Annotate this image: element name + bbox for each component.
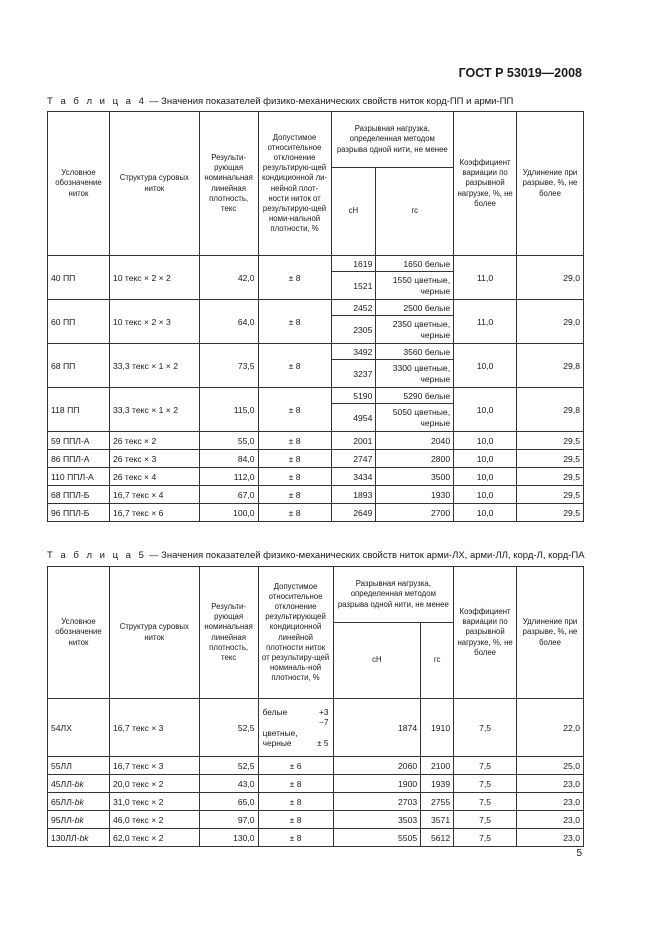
t4-cell-gs: 2040 <box>376 432 454 450</box>
t4-cell-structure: 16,7 текс × 6 <box>109 504 199 522</box>
t4-cell-name: 110 ППЛ-А <box>48 468 110 486</box>
t4-cell-cn: 1521 <box>331 272 376 300</box>
t4-cell-gs: 1650 белые <box>376 256 454 272</box>
t4-cell-gs: 3500 <box>376 468 454 486</box>
t4-cell-density: 64,0 <box>199 300 258 344</box>
t4-cell-deviation: ± 8 <box>258 504 331 522</box>
t5-head-load: Разрывная нагрузка, определенная методом разрыва одной нити, не менее <box>333 567 454 623</box>
t4-cell-elongation: 29,5 <box>517 450 584 468</box>
t4-cell-name: 118 ПП <box>48 388 110 432</box>
t5-cell-variation: 7,5 <box>454 699 517 757</box>
t4-cell-structure: 26 текс × 3 <box>109 450 199 468</box>
t5-cell-name: 65ЛЛ-bk <box>48 793 110 811</box>
t4-head-gs: гс <box>376 168 454 256</box>
t4-cell-deviation: ± 8 <box>258 300 331 344</box>
t5-cell-density: 130,0 <box>199 829 258 847</box>
t4-cell-variation: 11,0 <box>454 256 517 300</box>
t5-head-structure: Структура суровых ниток <box>109 567 199 699</box>
t5-cell-name: 130ЛЛ-bk <box>48 829 110 847</box>
t4-cell-name: 68 ППЛ-Б <box>48 486 110 504</box>
t5-cell-gs: 1910 <box>421 699 454 757</box>
t4-head-variation: Коэффициент вариации по разрывной нагрузке, %, не более <box>454 112 517 256</box>
t4-cell-variation: 10,0 <box>454 450 517 468</box>
t4-cell-variation: 11,0 <box>454 300 517 344</box>
table4 <box>47 111 584 522</box>
t5-head-designation: Условное обозначение ниток <box>48 567 110 699</box>
t5-head-gs: гс <box>421 623 454 699</box>
t4-cell-name: 86 ППЛ-А <box>48 450 110 468</box>
t5-cell-deviation: ± 8 <box>258 811 333 829</box>
table-row <box>48 504 584 522</box>
t5-cell-structure: 20,0 текс × 2 <box>109 775 199 793</box>
t5-cell-density: 97,0 <box>199 811 258 829</box>
t5-cell-structure: 16,7 текс × 3 <box>109 699 199 757</box>
t5-cell-elongation: 22,0 <box>517 699 584 757</box>
table5 <box>47 566 584 847</box>
t4-cell-gs: 5050 цветные, черные <box>376 404 454 432</box>
t4-cell-name: 68 ПП <box>48 344 110 388</box>
t4-cell-gs: 2700 <box>376 504 454 522</box>
t5-cell-density: 65,0 <box>199 793 258 811</box>
t4-cell-gs: 2350 цветные, черные <box>376 316 454 344</box>
t4-cell-name: 96 ППЛ-Б <box>48 504 110 522</box>
t5-cell-deviation: ± 8 <box>258 775 333 793</box>
t4-cell-gs: 5290 белые <box>376 388 454 404</box>
t4-cell-cn: 2649 <box>331 504 376 522</box>
t4-cell-structure: 33,3 текс × 1 × 2 <box>109 344 199 388</box>
t5-cell-name: 45ЛЛ-bk <box>48 775 110 793</box>
t5-cell-gs: 1939 <box>421 775 454 793</box>
t4-cell-density: 73,5 <box>199 344 258 388</box>
t4-cell-density: 42,0 <box>199 256 258 300</box>
t4-cell-deviation: ± 8 <box>258 256 331 300</box>
t4-cell-cn: 1619 <box>331 256 376 272</box>
t5-cell-density: 43,0 <box>199 775 258 793</box>
t5-cell-deviation: ± 8 <box>258 793 333 811</box>
t4-cell-density: 115,0 <box>199 388 258 432</box>
t4-cell-deviation: ± 8 <box>258 388 331 432</box>
t5-cell-elongation: 23,0 <box>517 793 584 811</box>
t4-cell-deviation: ± 8 <box>258 432 331 450</box>
standard-header: ГОСТ Р 53019—2008 <box>458 66 582 80</box>
t4-cell-gs: 2800 <box>376 450 454 468</box>
t4-cell-elongation: 29,5 <box>517 432 584 450</box>
table-row <box>48 300 584 316</box>
t4-cell-structure: 26 текс × 2 <box>109 432 199 450</box>
t5-cell-deviation-split: белые +3 −7 цветные, черные ± 5 <box>258 699 333 757</box>
t4-head-elongation: Удлинение при разрыве, %, не более <box>517 112 584 256</box>
table-row <box>48 344 584 360</box>
t5-cell-deviation: ± 6 <box>258 757 333 775</box>
table-row <box>48 486 584 504</box>
table5-caption: Т а б л и ц а 5 — Значения показателей физико-механических свойств ниток арми-ЛХ, арми-ЛЛ, корд-Л, корд-ПА <box>47 550 585 561</box>
t5-head-density: Результи-рующая номинальная линейная плотность, текс <box>199 567 258 699</box>
t5-cell-deviation: ± 8 <box>258 829 333 847</box>
t4-cell-elongation: 29,0 <box>517 300 584 344</box>
t5-cell-name: 54ЛХ <box>48 699 110 757</box>
table-row <box>48 256 584 272</box>
t4-cell-elongation: 29,5 <box>517 486 584 504</box>
t5-cell-name: 55ЛЛ <box>48 757 110 775</box>
t5-cell-variation: 7,5 <box>454 793 517 811</box>
t4-cell-variation: 10,0 <box>454 388 517 432</box>
table-row <box>48 811 584 829</box>
t4-cell-structure: 16,7 текс × 4 <box>109 486 199 504</box>
t4-cell-variation: 10,0 <box>454 504 517 522</box>
t5-head-elongation: Удлинение при разрыве, %, не более <box>517 567 584 699</box>
t4-head-deviation: Допустимое относительное отклонение результирую-щей кондиционной ли-нейной плот-ности ниток от результирую-щей номи-нальной плотности, % <box>258 112 331 256</box>
t5-cell-variation: 7,5 <box>454 757 517 775</box>
table-row <box>48 829 584 847</box>
t5-cell-structure: 62,0 текс × 2 <box>109 829 199 847</box>
t4-cell-density: 112,0 <box>199 468 258 486</box>
t5-cell-elongation: 23,0 <box>517 829 584 847</box>
t4-cell-gs: 1550 цветные, черные <box>376 272 454 300</box>
t4-cell-cn: 2305 <box>331 316 376 344</box>
t5-head-cn: сН <box>333 623 421 699</box>
t4-cell-deviation: ± 8 <box>258 344 331 388</box>
table-row <box>48 468 584 486</box>
t4-cell-density: 67,0 <box>199 486 258 504</box>
t4-cell-variation: 10,0 <box>454 486 517 504</box>
t4-cell-elongation: 29,5 <box>517 504 584 522</box>
t4-cell-variation: 10,0 <box>454 432 517 450</box>
t5-cell-elongation: 23,0 <box>517 811 584 829</box>
t5-cell-structure: 16,7 текс × 3 <box>109 757 199 775</box>
t4-cell-elongation: 29,8 <box>517 344 584 388</box>
t5-cell-cn: 2060 <box>333 757 421 775</box>
table-row <box>48 450 584 468</box>
t4-cell-gs: 3300 цветные, черные <box>376 360 454 388</box>
t5-cell-elongation: 25,0 <box>517 757 584 775</box>
t4-cell-cn: 2747 <box>331 450 376 468</box>
t4-head-load: Разрывная нагрузка, определенная методом разрыва одной нити, не менее <box>331 112 454 168</box>
t4-cell-elongation: 29,8 <box>517 388 584 432</box>
t5-cell-variation: 7,5 <box>454 775 517 793</box>
t5-cell-gs: 2755 <box>421 793 454 811</box>
table4-caption: Т а б л и ц а 4 — Значения показателей физико-механических свойств ниток корд-ПП и арми-ПП <box>47 96 514 107</box>
t5-cell-density: 52,5 <box>199 699 258 757</box>
table-row <box>48 388 584 404</box>
t4-cell-cn: 4954 <box>331 404 376 432</box>
t5-cell-gs: 5612 <box>421 829 454 847</box>
t4-cell-density: 84,0 <box>199 450 258 468</box>
t4-cell-variation: 10,0 <box>454 468 517 486</box>
t4-cell-name: 60 ПП <box>48 300 110 344</box>
table-row <box>48 757 584 775</box>
t5-cell-variation: 7,5 <box>454 829 517 847</box>
t4-cell-cn: 3492 <box>331 344 376 360</box>
t4-head-density: Результи-рующая номинальная линейная плотность, текс <box>199 112 258 256</box>
t5-cell-structure: 31,0 текс × 2 <box>109 793 199 811</box>
t5-cell-density: 52,5 <box>199 757 258 775</box>
t4-cell-gs: 1930 <box>376 486 454 504</box>
t4-cell-gs: 3560 белые <box>376 344 454 360</box>
page-number: 5 <box>576 848 582 859</box>
t4-cell-cn: 2452 <box>331 300 376 316</box>
t5-head-variation: Коэффициент вариации по разрывной нагрузке, %, не более <box>454 567 517 699</box>
t4-cell-name: 59 ППЛ-А <box>48 432 110 450</box>
t4-cell-density: 100,0 <box>199 504 258 522</box>
t5-cell-cn: 3503 <box>333 811 421 829</box>
t4-head-structure: Структура суровых ниток <box>109 112 199 256</box>
t4-head-designation: Условное обозначение ниток <box>48 112 110 256</box>
t4-cell-gs: 2500 белые <box>376 300 454 316</box>
t4-cell-elongation: 29,0 <box>517 256 584 300</box>
t4-cell-structure: 10 текс × 2 × 2 <box>109 256 199 300</box>
t4-cell-elongation: 29,5 <box>517 468 584 486</box>
t5-cell-gs: 3571 <box>421 811 454 829</box>
t5-cell-gs: 2100 <box>421 757 454 775</box>
table-row <box>48 775 584 793</box>
t4-cell-variation: 10,0 <box>454 344 517 388</box>
t4-cell-deviation: ± 8 <box>258 486 331 504</box>
table-row <box>48 793 584 811</box>
t4-cell-structure: 33,3 текс × 1 × 2 <box>109 388 199 432</box>
t5-cell-structure: 46,0 текс × 2 <box>109 811 199 829</box>
t5-cell-cn: 5505 <box>333 829 421 847</box>
t5-cell-cn: 1900 <box>333 775 421 793</box>
t4-cell-cn: 3237 <box>331 360 376 388</box>
t5-cell-variation: 7,5 <box>454 811 517 829</box>
t4-cell-name: 40 ПП <box>48 256 110 300</box>
t4-cell-cn: 3434 <box>331 468 376 486</box>
table-row <box>48 432 584 450</box>
t4-head-cn: сН <box>331 168 376 256</box>
t5-cell-name: 95ЛЛ-bk <box>48 811 110 829</box>
t4-cell-cn: 1893 <box>331 486 376 504</box>
t4-cell-density: 55,0 <box>199 432 258 450</box>
t5-head-deviation: Допустимое относительное отклонение результирующей кондиционной линейной плотности ниток от результиру-щей номиналь-ной плотности, % <box>258 567 333 699</box>
t4-cell-cn: 5190 <box>331 388 376 404</box>
t5-cell-cn: 1874 <box>333 699 421 757</box>
t4-cell-structure: 10 текс × 2 × 3 <box>109 300 199 344</box>
t5-cell-cn: 2703 <box>333 793 421 811</box>
t4-cell-cn: 2001 <box>331 432 376 450</box>
t4-cell-deviation: ± 8 <box>258 450 331 468</box>
t4-cell-deviation: ± 8 <box>258 468 331 486</box>
t4-cell-structure: 26 текс × 4 <box>109 468 199 486</box>
t5-cell-elongation: 23,0 <box>517 775 584 793</box>
